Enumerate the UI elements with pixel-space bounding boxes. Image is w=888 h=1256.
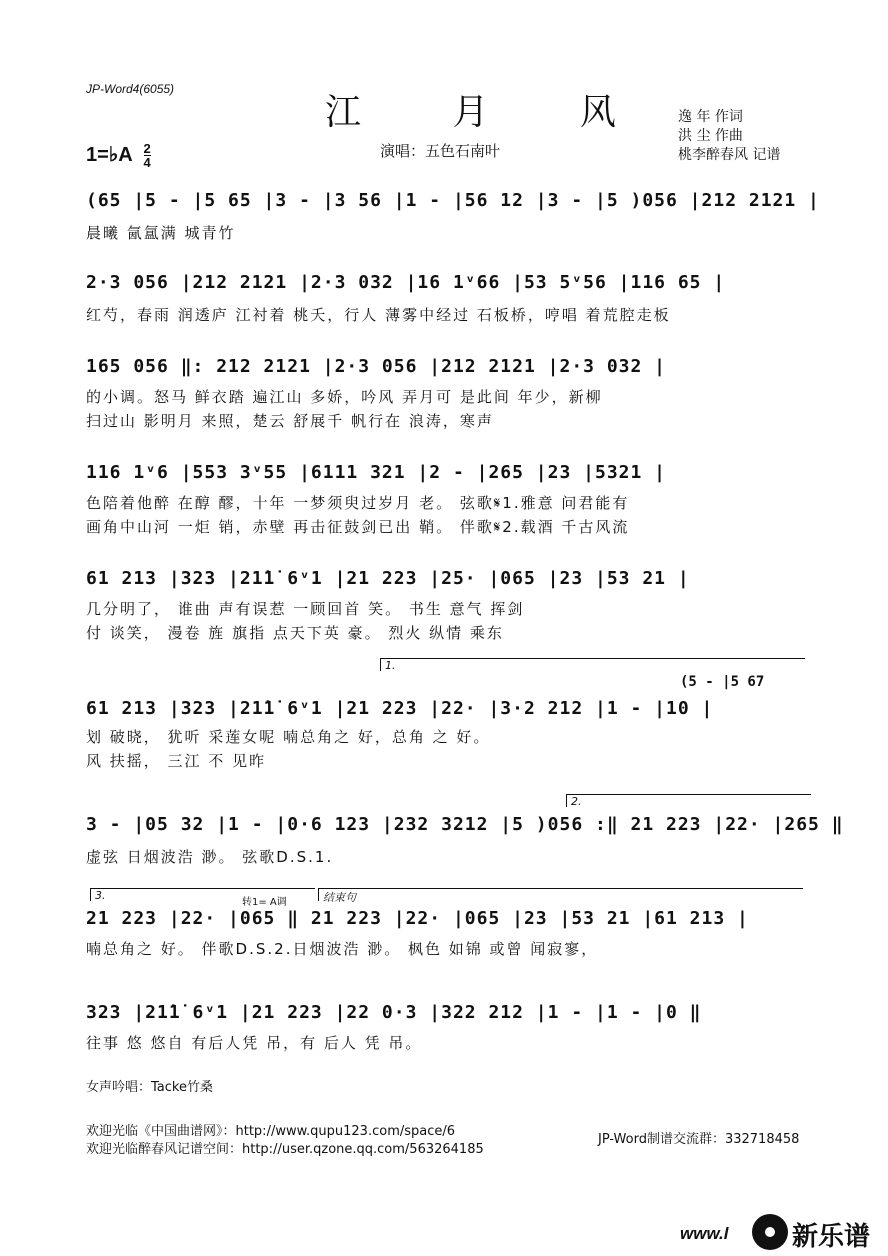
time-numerator: 2 bbox=[143, 141, 151, 157]
lyric-line-4b: 画角中山河 一炬 销，赤壁 再击征鼓剑已出 鞘。 伴歌𝄋2.载酒 千古风流 bbox=[86, 518, 630, 536]
score-line-3: 165 056 ‖: 212 2121 |2·3 056 |212 2121 |2·3 032 | bbox=[86, 356, 667, 377]
score-line-2: 2·3 056 |212 2121 |2·3 032 |16 1ᵛ66 |53 5ᵛ56 |116 65 | bbox=[86, 272, 726, 293]
site-link-1[interactable]: 欢迎光临《中国曲谱网》：http://www.qupu123.com/space/6 bbox=[86, 1124, 456, 1139]
score-line-8: 21 223 |22· |065 ‖ 21 223 |22· |065 |23 |53 21 |61 213 | bbox=[86, 908, 749, 929]
record-disc-icon bbox=[752, 1214, 788, 1250]
site-logo[interactable] bbox=[680, 1212, 888, 1252]
score-line-7: 3 - |05 32 |1 - |0·6 123 |232 3212 |5 )056 :‖ 21 223 |22· |265 ‖ bbox=[86, 814, 844, 835]
lyric-line-9: 往事 悠 悠自 有后人凭 吊，有 后人 凭 吊。 bbox=[86, 1034, 423, 1052]
lyric-line-6a: 划 破晓， 犹听 采莲女呢 喃总角之 好，总角 之 好。 bbox=[86, 728, 491, 746]
lyricist: 逸 年 作词 bbox=[678, 109, 743, 125]
credits bbox=[678, 108, 780, 165]
female-voice: 女声吟唱：Tacke竹桑 bbox=[86, 1080, 213, 1095]
qq-group: JP-Word制谱交流群：332718458 bbox=[598, 1132, 800, 1147]
time-signature bbox=[144, 142, 151, 169]
score-line-6: 61 213 |323 |21̇1̇ 6ᵛ1 |21 223 |22· |3·2 212 |1 - |10 | bbox=[86, 698, 714, 719]
singer: 演唱：五色石南叶 bbox=[380, 142, 501, 160]
lyric-line-5b: 付 谈笑， 漫卷 旌 旗指 点天下英 豪。 烈火 纵情 乘东 bbox=[86, 624, 504, 642]
transcriber: 桃李醉春风 记谱 bbox=[678, 147, 781, 163]
lyric-line-5a: 几分明了， 谁曲 声有误惹 一顾回首 笑。 书生 意气 挥剑 bbox=[86, 600, 525, 618]
lyric-line-6b: 风 扶摇， 三江 不 见昨 bbox=[86, 752, 267, 770]
lyric-line-2: 红芍，春雨 润透庐 江衬着 桃夭，行人 薄雾中经过 石板桥，哼唱 着荒腔走板 bbox=[86, 306, 671, 324]
score-line-9: 323 |21̇1̇ 6ᵛ1 |21 223 |22 0·3 |322 212 |1 - |1 - |0 ‖ bbox=[86, 1002, 702, 1023]
lyric-line-1: 晨曦 氤氲满 城青竹 bbox=[86, 224, 236, 242]
lyric-line-8: 喃总角之 好。 伴歌D.S.2.日烟波浩 渺。 枫色 如锦 或曾 闻寂寥， bbox=[86, 940, 599, 958]
lyric-line-3a: 的小调。怒马 鲜衣踏 遍江山 多娇，吟风 弄月可 是此间 年少，新柳 bbox=[86, 388, 603, 406]
score-line-4: 116 1ᵛ6 |553 3ᵛ55 |6111 321 |2 - |265 |23 |5321 | bbox=[86, 462, 667, 483]
lyric-line-4a: 色陪着他醉 在醇 醪，十年 一梦须臾过岁月 老。 弦歌𝄋1.雅意 问君能有 bbox=[86, 494, 630, 512]
key-label: 1= bbox=[86, 144, 109, 166]
site-link-2[interactable]: 欢迎光临醉春风记谱空间：http://user.qzone.qq.com/563264185 bbox=[86, 1142, 484, 1157]
time-denominator: 4 bbox=[143, 155, 151, 171]
volta-2: 2. bbox=[566, 794, 811, 807]
volta-1: 1. bbox=[380, 658, 805, 671]
coda-mark: 结束句 bbox=[318, 888, 803, 901]
logo-text: 新乐谱 bbox=[792, 1222, 871, 1252]
interlude-notes: (5 - |5 67 bbox=[680, 674, 765, 690]
version-label: JP-Word4(6055) bbox=[86, 82, 175, 96]
key-signature bbox=[86, 142, 151, 169]
composer: 洪 尘 作曲 bbox=[678, 128, 743, 144]
song-title: 江 月 风 bbox=[325, 92, 656, 133]
key-flat: ♭A bbox=[108, 144, 132, 166]
score-line-1: (65 |5 - |5 65 |3 - |3 56 |1 - |56 12 |3 - |5 )056 |212 2121 | bbox=[86, 190, 820, 211]
logo-url: www.l bbox=[680, 1224, 729, 1243]
lyric-line-7: 虚弦 日烟波浩 渺。 弦歌D.S.1. bbox=[86, 848, 334, 866]
score-line-5: 61 213 |323 |21̇1̇ 6ᵛ1 |21 223 |25· |065 |23 |53 21 | bbox=[86, 568, 690, 589]
lyric-line-3b: 扫过山 影明月 来照，楚云 舒展千 帆行在 浪涛，寒声 bbox=[86, 412, 494, 430]
modulation-mark: 转1= A调 bbox=[242, 897, 287, 908]
volta-3: 3. bbox=[90, 888, 315, 901]
